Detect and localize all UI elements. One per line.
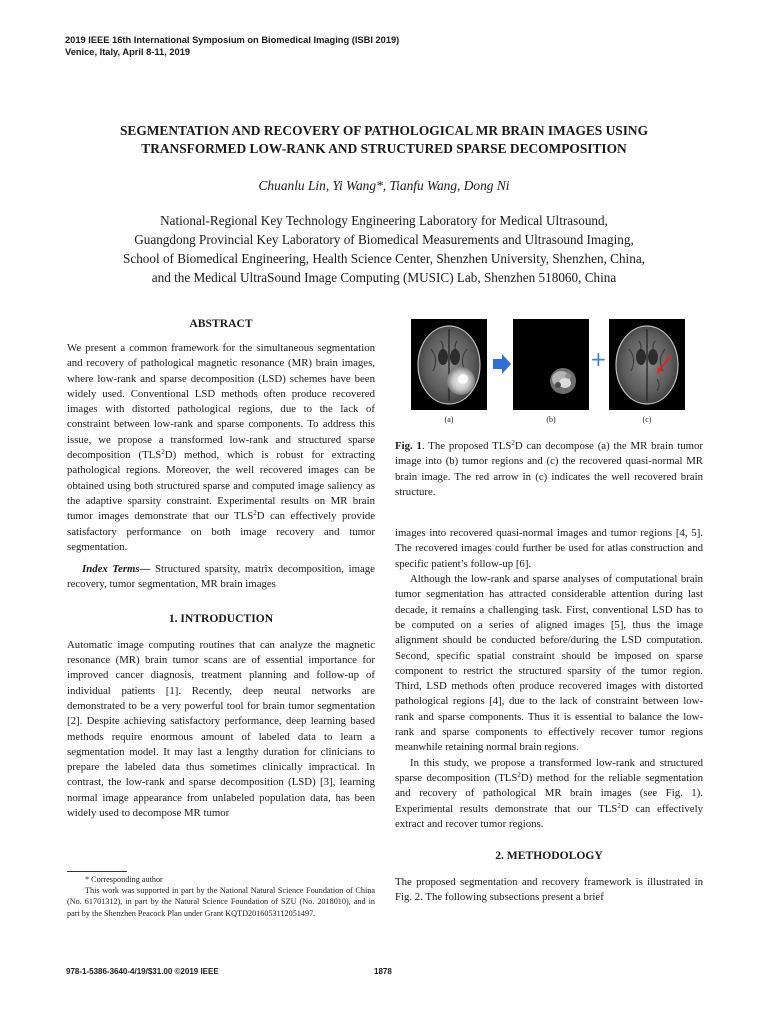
methodology-heading: 2. METHODOLOGY <box>495 849 603 863</box>
abstract-text: We present a common framework for the simultaneous segmentation and recovery of pathological magnetic resonance (MR) brain images, where low-rank and sparse decomposition (LSD) schemes have been widely used. Conventional LSD methods often produce recovered images with distorted pathological regions, due to the lack of constraint between low-rank and sparse components. To address this issue, we propose a transformed low-rank and structured sparse decomposition (TLS$^2$D) method, which is robust for extracting pathological regions. Moreover, the well recovered images can be obtained using both structured sparse and computed image saliency as the adaptive sparsity constraint. Experimental results on MR brain tumor images demonstrate that our TLS$^2$D can effectively provide satisfactory performance on both image recovery and tumor segmentation. <box>67 342 376 553</box>
title-line-2: TRANSFORMED LOW-RANK AND STRUCTURED SPARSE DECOMPOSITION <box>141 141 627 156</box>
mri-tumor-image <box>513 319 589 410</box>
page-number: 1878 <box>374 967 392 976</box>
footnote-funding: This work was supported in part by the National Natural Science Foundation of China (No. 61701312), in part by the Natural Science Foundation of SZU (No. 2018010), and in part by the Shenzhen Peacock Plan under Grant KQTD2016053112051497. <box>67 886 375 918</box>
plus-icon: + <box>590 347 607 371</box>
introduction-paragraph-2: Although the low-rank and sparse analyses of computational brain tumor segmentation has attracted considerable attention during last decade, it remains a challenging task. First, conventional LSD has to be computed on a series of aligned images [5], thus the image alignment should be conducted before/during the LSD computation. Second, specific spatial constraint should be imposed on sparse component to restrict the structured sparsity of the tumor region. Third, LSD methods often produce recovered images with distorted pathological regions [4], due to the lack of constraint between low-rank and sparse components. Thus it is essential to balance the low-rank and sparse components to effectively recover tumor regions meanwhile retaining normal brain regions. <box>395 573 703 754</box>
conference-location: Venice, Italy, April 8-11, 2019 <box>65 47 191 57</box>
mri-recovered-image <box>609 319 685 410</box>
right-column <box>395 313 703 906</box>
affiliation-line: and the Medical UltraSound Image Computing (MUSIC) Lab, Shenzhen 518060, China <box>151 270 617 285</box>
index-terms: Index Terms— Structured sparsity, matrix decomposition, image recovery, tumor segmentation, MR brain images <box>67 563 375 591</box>
figure-1 <box>395 313 703 425</box>
footer-isbn: 978-1-5386-3640-4/19/$31.00 ©2019 IEEE <box>66 967 219 976</box>
left-column <box>67 316 375 821</box>
figure-caption: Fig. 1. The proposed TLS$^2$D can decompose (a) the MR brain tumor image into (b) tumor regions and (c) the recovered quasi-normal MR brain image. The red arrow in (c) indicates the well recovered brain structure. <box>395 439 703 498</box>
mri-original-image <box>411 319 487 410</box>
methodology-paragraph: The proposed segmentation and recovery framework is illustrated in Fig. 2. The following subsections present a brief <box>395 876 703 904</box>
figure-caption-label: Fig. 1 <box>395 440 422 452</box>
affiliation-line: Guangdong Provincial Key Laboratory of Biomedical Measurements and Ultrasound Imaging, <box>134 232 634 247</box>
affiliation-line: School of Biomedical Engineering, Health Science Center, Shenzhen University, Shenzhen, China, <box>123 251 645 266</box>
figure-label-c: (c) <box>642 415 652 424</box>
arrow-right-icon <box>492 353 512 375</box>
affiliation-line: National-Regional Key Technology Engineering Laboratory for Medical Ultrasound, <box>160 213 608 228</box>
index-terms-label: Index Terms— <box>82 563 151 576</box>
introduction-paragraph-3: In this study, we propose a transformed low-rank and structured sparse decomposition (TLS$^2$D) method for the reliable segmentation and recovery of pathological MR brain images (see Fig. 1). Experimental results demonstrate that our TLS$^2$D can effectively extract and recover tumor regions. <box>395 756 703 830</box>
introduction-paragraph: Automatic image computing routines that can analyze the magnetic resonance (MR) brain tumor scans are of essential importance for improved cancer diagnosis, treatment planning and follow-up of individual patients [1]. Recently, deep neural networks are demonstrated to be a very powerful tool for brain tumor segmentation [2]. Despite achieving satisfactory performance, deep learning based methods require enormous amount of labeled data to learn a segmentation model. It may last a lengthy duration for clinicians to prepare the labeled data thus sometimes clinically impractical. In contrast, the low-rank and sparse decomposition (LSD) [3], learning normal image appearance from unlabeled population data, has been widely used to decompose MR tumor <box>67 638 375 820</box>
title-line-1: SEGMENTATION AND RECOVERY OF PATHOLOGICAL MR BRAIN IMAGES USING <box>119 123 648 138</box>
footnote-corresponding: * Corresponding author <box>85 875 163 884</box>
introduction-heading: 1. INTRODUCTION <box>168 611 274 625</box>
abstract-heading: ABSTRACT <box>189 317 253 330</box>
paper-title <box>60 122 708 158</box>
figure-label-b: (b) <box>546 415 556 424</box>
author-list: Chuanlu Lin, Yi Wang*, Tianfu Wang, Dong Ni <box>258 178 510 193</box>
footnotes <box>67 874 375 919</box>
introduction-continued: images into recovered quasi-normal images and tumor regions [4, 5]. The recovered images could further be used for atlas construction and specific patient’s follow-up [6]. <box>395 527 703 570</box>
figure-label-a: (a) <box>444 415 454 424</box>
conference-name: 2019 IEEE 16th International Symposium on Biomedical Imaging (ISBI 2019) <box>65 35 400 45</box>
affiliation-block <box>60 211 708 287</box>
footnote-divider <box>67 871 127 872</box>
conference-header <box>65 34 485 58</box>
